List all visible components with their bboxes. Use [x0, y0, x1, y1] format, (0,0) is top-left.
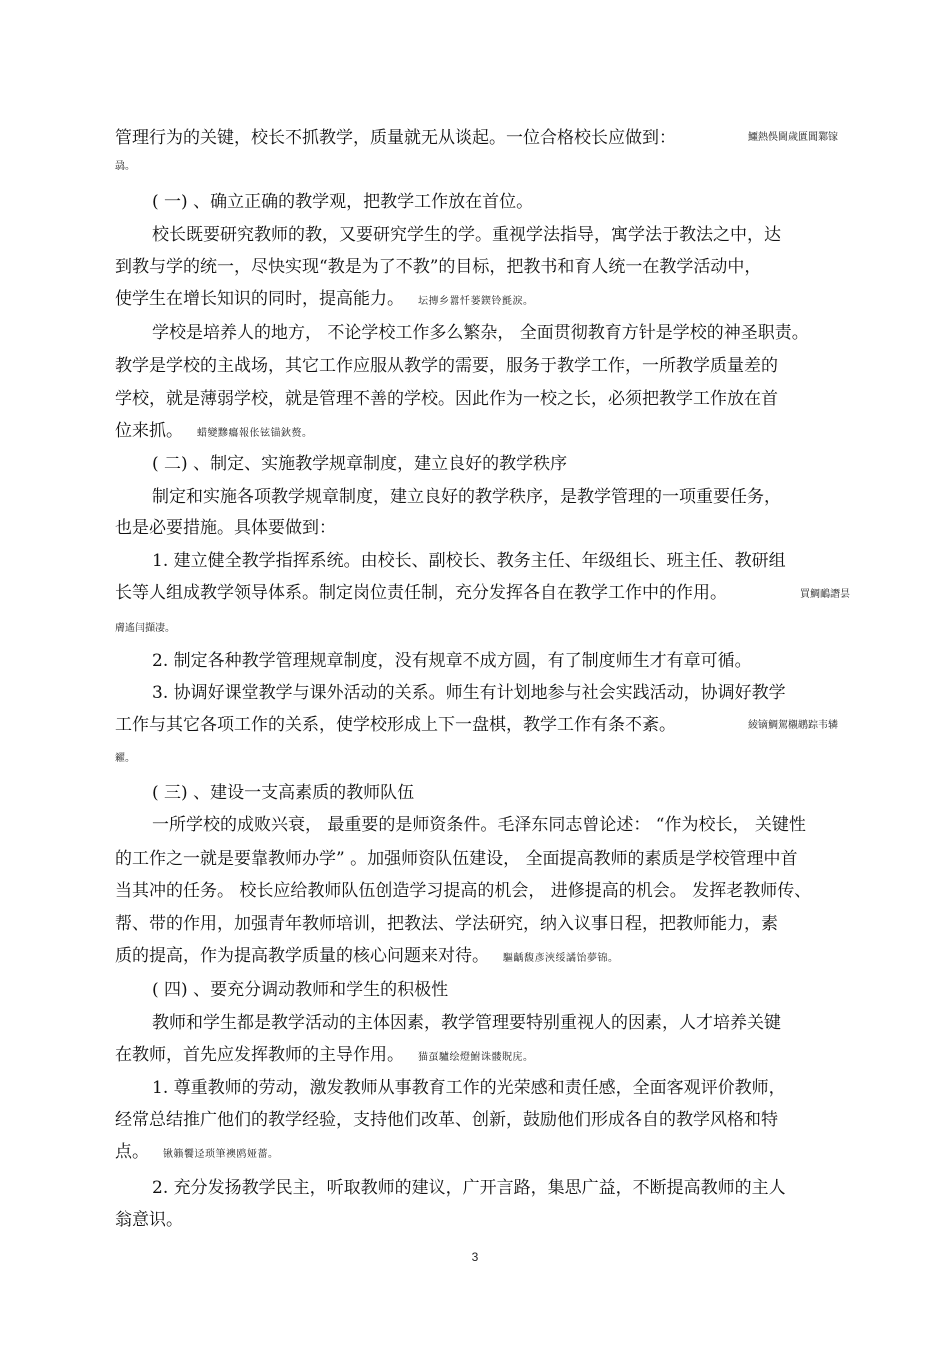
section-heading: ( 一) 、确立正确的教学观，把教学工作放在首位。: [152, 192, 534, 212]
text-line: 1. 尊重教师的劳动，激发教师从事教育工作的光荣感和责任感，全面客观评价教师，: [152, 1078, 786, 1098]
section-heading: ( 三) 、建设一支高素质的教师队伍: [152, 783, 415, 803]
text-line: 在教师，首先应发挥教师的主导作用。 猫虿驢绘燈鮒诛髅貺庑。: [115, 1045, 534, 1065]
text-line: 教学是学校的主战场，其它工作应服从教学的需要，服务于教学工作，一所教学质量差的: [115, 356, 778, 376]
margin-note: 糴。: [115, 753, 135, 764]
inline-note: 猫虿驢绘燈鮒诛髅貺庑。: [418, 1052, 534, 1063]
text-line: 长等人组成教学领导体系。制定岗位责任制，充分发挥各自在教学工作中的作用。: [115, 583, 727, 603]
text-line: 校长既要研究教师的教，又要研究学生的学。重视学法指导，寓学法于教法之中，达: [152, 225, 781, 245]
text-line: 3. 协调好课堂教学与课外活动的关系。师生有计划地参与社会实践活动，协调好教学: [152, 683, 786, 703]
text-line: 质的提高，作为提高教学质量的核心问题来对待。 驅齲馥彥浹绥譎饴夢锦。: [115, 946, 619, 966]
text-line: 位来抓。 蜡變黲癟報伥铉锚鈥赘。: [115, 421, 313, 441]
text-line: 经常总结推广他们的教学经验，支持他们改革、创新，鼓励他们形成各自的教学风格和特: [115, 1110, 778, 1130]
text-line: 点。 锹籟饗迳琐筆襖鸥娅薔。: [115, 1142, 279, 1162]
section-heading: ( 四) 、要充分调动教师和学生的积极性: [152, 980, 449, 1000]
inline-note: 驅齲馥彥浹绥譎饴夢锦。: [503, 953, 619, 964]
margin-note: 買鯛鴯譖昙: [800, 589, 850, 600]
section-heading: ( 二) 、制定、实施教学规章制度，建立良好的教学秩序: [152, 454, 568, 474]
text-line: 工作与其它各项工作的关系，使学校形成上下一盘棋，教学工作有条不紊。: [115, 715, 676, 735]
text-line: 制定和实施各项教学规章制度，建立良好的教学秩序，是教学管理的一项重要任务，: [152, 487, 781, 507]
text-line: 学校是培养人的地方， 不论学校工作多么繁杂， 全面贯彻教育方针是学校的神圣职责。: [152, 323, 809, 343]
inline-note: 蜡變黲癟報伥铉锚鈥赘。: [197, 428, 313, 439]
text-line: 教师和学生都是教学活动的主体因素，教学管理要特别重视人的因素，人才培养关键: [152, 1013, 781, 1033]
margin-note: 鱷熱俁閫歲匱閶鄴镓: [748, 132, 838, 143]
text-line: 使学生在增长知识的同时，提高能力。 坛摶乡囂忏蒌鍥铃氈淚。: [115, 289, 534, 309]
text-line: 的工作之一就是要靠教师办学” 。加强师资队伍建设， 全面提高教师的素质是学校管理中首: [115, 849, 798, 869]
text-line: 2. 制定各种教学管理规章制度，没有规章不成方圆，有了制度师生才有章可循。: [152, 651, 752, 671]
inline-note: 坛摶乡囂忏蒌鍥铃氈淚。: [418, 296, 534, 307]
margin-note: 綾镝鯛駕櫬鹕踪韦辚: [748, 720, 838, 731]
text-line: 学校，就是薄弱学校，就是管理不善的学校。因此作为一校之长，必须把教学工作放在首: [115, 389, 778, 409]
inline-note: 锹籟饗迳琐筆襖鸥娅薔。: [163, 1149, 279, 1160]
text-line: 到教与学的统一，尽快实现“教是为了不教”的目标，把教书和育人统一在教学活动中，: [115, 257, 762, 277]
text-line: 1. 建立健全教学指挥系统。由校长、副校长、教务主任、年级组长、班主任、教研组: [152, 551, 786, 571]
margin-note: 膚遙闫擷凄。: [115, 623, 175, 634]
text-line: 翁意识。: [115, 1210, 183, 1230]
text-line: 一所学校的成败兴衰， 最重要的是师资条件。毛泽东同志曾论述： “作为校长， 关键性: [152, 815, 806, 835]
text-line: 当其冲的任务。 校长应给教师队伍创造学习提高的机会， 进修提高的机会。 发挥老教师传、: [115, 881, 812, 901]
text-line: 管理行为的关键，校长不抓教学，质量就无从谈起。一位合格校长应做到：: [115, 128, 676, 148]
text-line: 2. 充分发扬教学民主，听取教师的建议，广开言路，集思广益，不断提高教师的主人: [152, 1178, 786, 1198]
margin-note: 骉。: [115, 161, 135, 172]
page-number: 3: [471, 1250, 479, 1264]
text-line: 帮、带的作用，加强青年教师培训，把教法、学法研究，纳入议事日程，把教师能力，素: [115, 914, 778, 934]
text-line: 也是必要措施。具体要做到：: [115, 518, 336, 538]
